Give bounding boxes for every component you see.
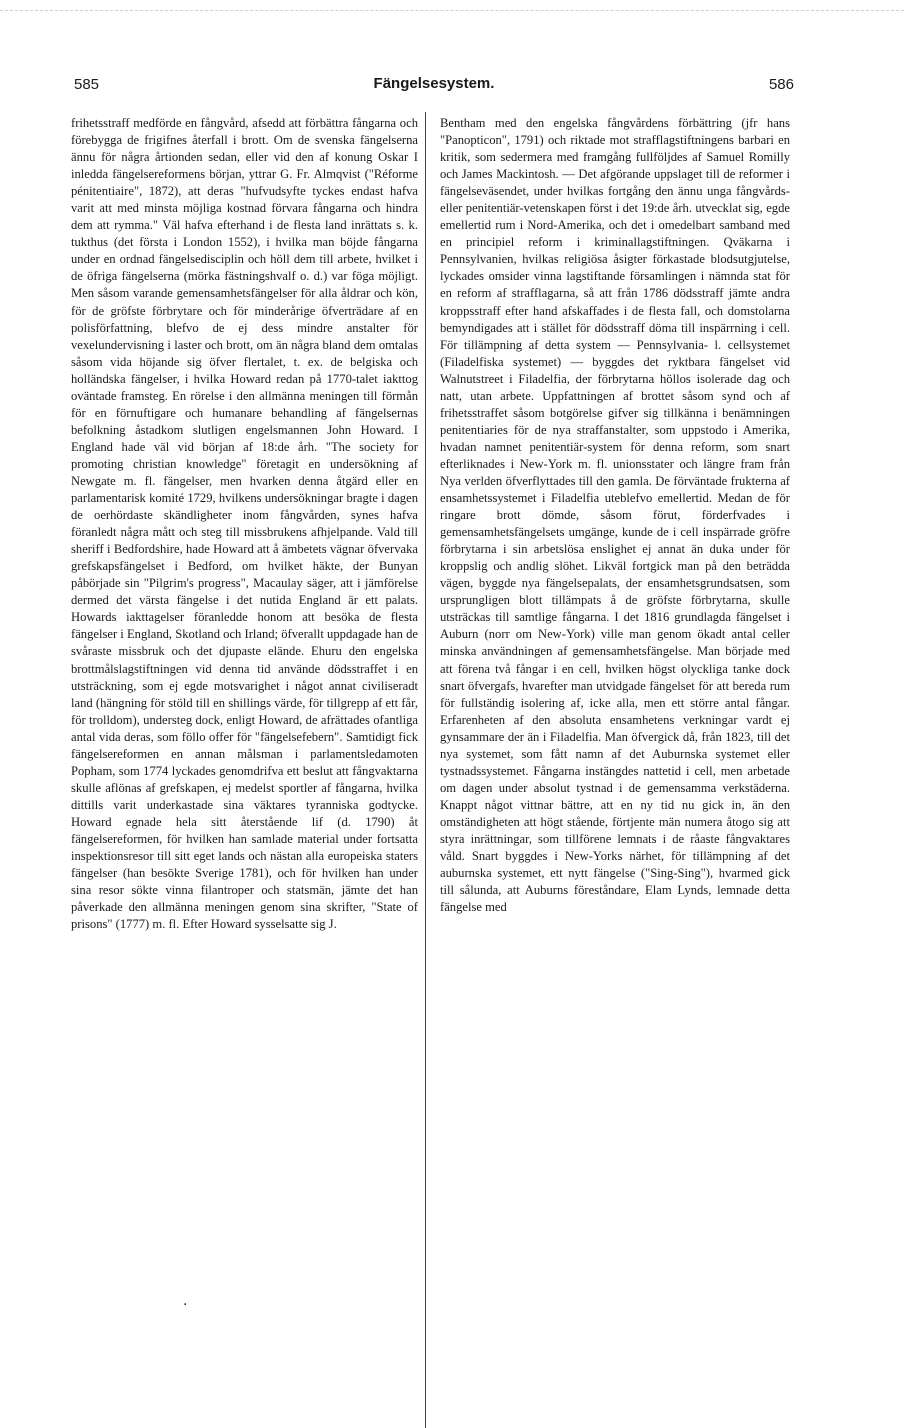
scan-top-rule — [0, 10, 904, 12]
stray-print-mark: · — [183, 1297, 188, 1313]
page-number-left: 585 — [74, 76, 100, 93]
column-right-paragraph: Bentham med den engelska fångvårdens förbättring (jfr hans "Panopticon", 1791) och riktade mot strafflagstiftningens barbari en kritik, som sedermera med framgång fullföljdes af Samuel Romilly och James Mackintosh. — Det afgörande uppslaget till de reformer i fängelseväsendet, under hvilkas fortgång den ännu unga fångvårds- eller penitentiär-vetenskapen först i det 19:de årh. utvecklat sig, egde emellertid rum i Nord-Amerika, och det i omedelbart samband med en principiel reform i kriminallagstiftningen. Qväkarna i Pennsylvanien, hvilkas religiösa åsigter förkastade blodsutgjutelse, lyckades omsider vinna lagstiftande församlingen i nämnda stat för en reform af strafflagarna, så att från 1786 dödsstraff jämte andra kroppsstraff efter hand afskaffades i de flesta fall, och domstolarna bemyndigades att i stället för dödsstraff döma till inspärrning i cell. För tillämpning af detta system — Pennsylvania- l. cellsystemet (Filadelfiska systemet) — byggdes det ryktbara fängelset vid Walnutstreet i Filadelfia, der förbrytarna höllos isolerade dag och natt, utan arbete. Uppfattningen af brottet såsom synd och af frihetsstraffet såsom botgörelse gifver sig tillkänna i benämningen penitentiaries för de nya straffanstalter, som uppstodo i Amerika, hvadan namnet penitentiär-system för denna reform, som snart efterliknades i New-York m. fl. unionsstater och längre fram från Nya verlden öfverflyttades till den gamla. De förväntade frukterna af ensamhetssystemet i Filadelfia uteblefvo emellertid. Medan de för ringare brott dömde, såsom förut, förderfvades i gemensamhetsfängelsets umgänge, kunde de i cell inspärrade gröfre förbrytarna i sin arbetslösa enslighet ej annat än duka under för kroppslig och andlig slöhet. Likväl fortgick man på den beträdda vägen, byggde nya fängelsepalats, der ensamhetsgrundsatsen, som ursprungligen blott tillämpats å de gröfste förbrytarna, skulle utsträckas till samtlige fångarna. I det 1816 grundlagda fängelset i Auburn (norr om New-York) ville man genom ökadt antal celler minska användningen af gemensamhetsfängelse. Man började med att förena två fångar i en cell, hvilken högst olyckliga tanke dock snart öfvergafs, hvarefter man utvidgade fängelset för att bereda rum för fullständig isolering af, icke alla, men ett större antal fångar. Erfarenheten af den absoluta ensamhetens verkningar vardt ej gynsammare der än i Filadelfia. Man öfvergick då, från 1823, till det nya systemet, som fått namn af det Auburnska systemet eller tystnadssystemet. Fångarna instängdes nattetid i cell, men arbetade om dagen under absolut tystnad i de gemensamma verkstäderna. Knappt något vittnar bättre, att en ny tid nu gick in, än den omständigheten att högt stående, förtjente män numera åtogo sig att styra inrättningar, som tillförene lemnats i de råaste fångvaktares våld. Snart byggdes i New-Yorks närhet, för tillämpning af det auburnska systemet, ett nytt fängelse ("Sing-Sing"), hvarmed gick till sålunda, att Auburns föreståndare, Elam Lynds, lemnade detta fängelse med — [440, 116, 790, 915]
running-title: Fängelsesystem. — [373, 75, 495, 92]
running-header — [74, 72, 794, 96]
column-divider — [425, 112, 426, 1428]
column-left-paragraph: frihetsstraff medförde en fångvård, afsedd att förbättra fångarna och förebygga de frigifnes återfall i brott. Om de svenska fängelserna ännu för några årtionden sedan, eller vid den af konung Oskar I inledda fängelsereformens början, yttrar G. Fr. Almqvist ("Réforme pénitentiaire", 1872), att deras "hufvudsyfte tyckes endast hafva varit att med minsta möjliga kostnad förvara fångarna och hindra dem att rymma." Väl hafva efterhand i de flesta land inrättats s. k. tukthus (det första i London 1552), i hvilka man böjde fångarna under en ordnad fängelsedisciplin och höll dem till arbete, hvilket i de öfriga fängelserna (mörka fästningshvalf o. d.) var föga möjligt. Men såsom varande gemensamhetsfängelser för alla åldrar och kön, för de gröfste förbrytare och för minderårige öfverträdare af en polisförfattning, blefvo de ej dess mindre anstalter för vexelundervisning i laster och brott, om än några bland dem omtalas såsom vida höjande sig öfver flertalet, t. ex. de belgiska och holländska fängelser, i hvilka Howard redan på 1770-talet iakttog oväntade framsteg. En rörelse i den allmänna meningen till förmån för en förnuftigare och humanare behandling af fängelsernas befolkning åstadkom slutligen engelsmannen John Howard. I England hade väl vid början af 18:de årh. "The society for promoting christian knowledge" företagit en undersökning af Newgate m. fl. fängelser, men hvarken denna åtgärd eller en parlamentarisk komité 1729, hvilkens undersökningar bragte i dagen de oerhördaste skändligheter inom fångvården, synes hafva föranledt några mått och steg till missbrukens afhjelpande. Vald till sheriff i Bedfordshire, hade Howard att å ämbetets vägnar öfvervaka grefskapsfängelset i Bedford, om hvilket häkte, der Bunyan påbörjade sin "Pilgrim's progress", Macaulay säger, att i jämförelse dermed det värsta fängelse i det nutida England är ett palats. Howards iakttagelser föranledde honom att besöka de flesta fängelser i England, Skotland och Irland; öfverallt uppdagade han de svåraste missbruk och det djupaste elände. Ehuru den engelska brottmålslagstiftningen vid denna tid använde dödsstraffet i en utsträckning, som ej egde motsvarighet i något annat civiliseradt land (hängning för stöld till en shillings värde, för tillgrepp af ett får, för trolldom), understeg dock, enligt Howard, de afrättades ofantliga antal vida deras, som föllo offer för "fängelsefebern". Samtidigt fick fängelsereformen en annan målsman i parlamentsledamoten Popham, som 1774 lyckades genomdrifva ett beslut att fångvaktarna skulle aflönas af grefskapen, ej medelst sportler af fångarna, hvilka dittills varit underkastade sina väktares tyranniska godtycke. Howard egnade hela sitt återstående lif (d. 1790) åt fängelsereformen, för hvilken han samlade material under fortsatta inspektionsresor till sitt eget lands och nästan alla europeiska staters fängelser (han besökte Sverige 1781), och för hvilken han under sina resor sökte vinna filantroper och statsmän, jämte det han påverkade den allmänna meningen genom sina skrifter, "State of prisons" (1777) m. fl. Efter Howard sysselsatte sig J. — [71, 116, 418, 932]
text-column-right — [440, 115, 790, 1425]
text-column-left — [71, 115, 418, 1425]
page-number-right: 586 — [768, 76, 794, 93]
